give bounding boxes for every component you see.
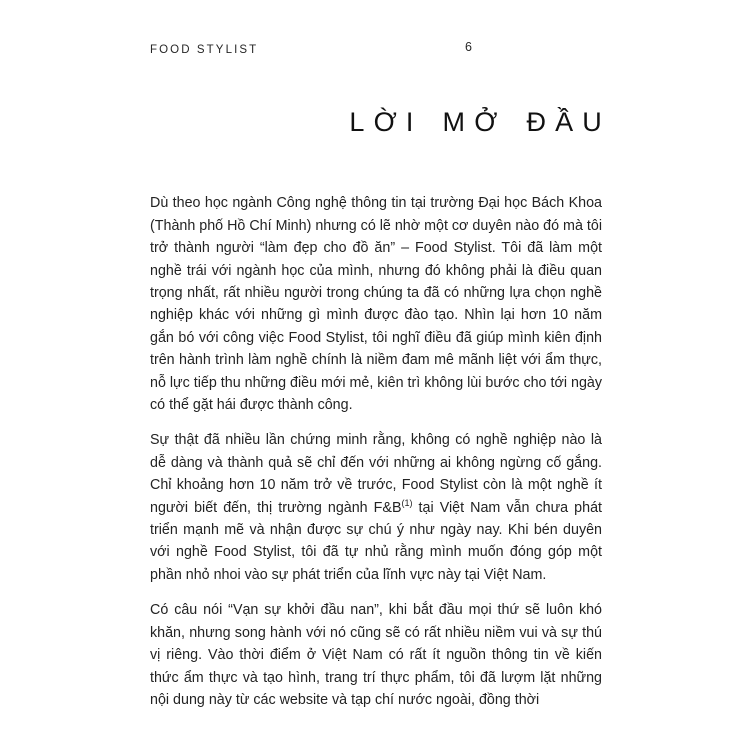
paragraph-2-continued: tại Việt Nam vẫn chưa phát triển mạnh mẽ và nhận được sự chú ý như ngày nay. Khi bén duyên với nghề Food Stylist, tôi đã tự nhủ rằng mình muốn đóng góp một phần nhỏ nhoi vào sự phát triển của lĩnh vực này tại Việt Nam. — [150, 499, 603, 583]
paragraph-1: Dù theo học ngành Công nghệ thông tin tại trường Đại học Bách Khoa (Thành phố Hồ Chí Minh) nhưng có lẽ nhờ một cơ duyên nào đó mà tôi trở thành người “làm đẹp cho đồ ăn” – Food Stylist. Tôi đã làm một nghề trái với ngành học của mình, nhưng đó không phải là điều quan trọng nhất, rất nhiều người trong chúng ta đã có những lựa chọn nghề nghiệp khác với những gì mình được đào tạo. Nhìn lại hơn 10 năm gắn bó với công việc Food Stylist, tôi nghĩ điều đã giúp mình kiên định trên hành trình làm nghề chính là niềm đam mê mãnh liệt với ẩm thực, nỗ lực tiếp thu những điều mới mẻ, kiên trì không lùi bước cho tới ngày có thể gặt hái được thành công. — [150, 195, 602, 414]
paragraph-2-text: Sự thật đã nhiều lần chứng minh rằng, không có nghề nghiệp nào là dễ dàng và thành quả sẽ chỉ đến với những ai không ngừng cố gắng. Chỉ khoảng hơn 10 năm trở về trước, Food Stylist còn là một nghề ít người biết đến, thị trường ngành F&B — [150, 432, 602, 516]
chapter-title: LỜI MỞ ĐẦU — [349, 107, 611, 137]
page-number: 6 — [465, 40, 472, 54]
footnote-reference: (1) — [401, 497, 413, 508]
body-text — [150, 192, 602, 711]
running-title: FOOD STYLIST — [150, 44, 259, 56]
paragraph-2 — [150, 429, 602, 586]
page-header — [150, 40, 602, 56]
paragraph-3: Có câu nói “Vạn sự khởi đầu nan”, khi bắt đầu mọi thứ sẽ luôn khó khăn, nhưng song hành với nó cũng sẽ có rất nhiều niềm vui và sự thú vị riêng. Vào thời điểm ở Việt Nam có rất ít nguồn thông tin về kiến thức ẩm thực và tạo hình, trang trí thực phẩm, tôi đã lượm lặt những nội dung này từ các website và tạp chí nước ngoài, đồng thời — [150, 602, 602, 708]
page-content — [150, 40, 611, 711]
